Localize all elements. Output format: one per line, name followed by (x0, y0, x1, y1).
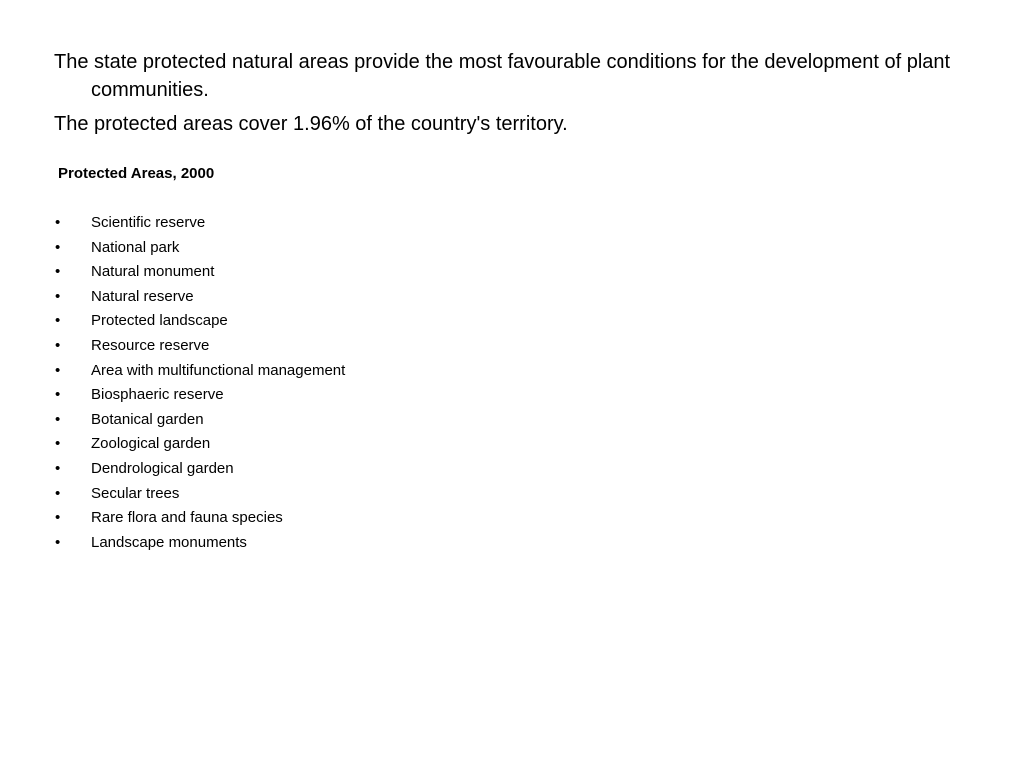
list-item-label: National park (91, 238, 180, 256)
list-item-label: Zoological garden (91, 435, 211, 453)
list-item-label: Secular trees (91, 484, 180, 502)
intro-text-block (54, 48, 954, 144)
list-item-label: Biosphaeric reserve (91, 386, 224, 404)
bullet-icon: • (55, 287, 61, 305)
protected-areas-title: Protected Areas, 2000 (58, 165, 215, 182)
list-item-label: Natural monument (91, 263, 215, 281)
bullet-icon: • (55, 312, 61, 330)
bullet-icon: • (55, 459, 61, 477)
bullet-icon: • (55, 336, 61, 354)
bullet-icon: • (55, 484, 61, 502)
bullet-icon: • (55, 361, 61, 379)
intro-paragraph: The state protected natural areas provide the most favourable conditions for the development of plant communities. (54, 51, 951, 101)
list-item-label: Resource reserve (91, 336, 210, 354)
bullet-icon: • (55, 214, 61, 231)
list-item-label: Botanical garden (91, 410, 204, 428)
list-item-label: Landscape monuments (91, 533, 247, 551)
list-item-label: Rare flora and fauna species (91, 509, 283, 527)
list-item-label: Dendrological garden (91, 459, 234, 477)
bullet-icon: • (55, 509, 61, 527)
bullet-icon: • (55, 435, 61, 453)
list-item-label: Protected landscape (91, 312, 228, 330)
bullet-icon: • (55, 386, 61, 404)
list-item-label: Area with multifunctional management (91, 361, 346, 379)
list-item-label: Natural reserve (91, 287, 194, 305)
bullet-icon: • (55, 263, 61, 281)
bullet-icon: • (55, 410, 61, 428)
coverage-paragraph: The protected areas cover 1.96% of the country's territory. (54, 113, 568, 135)
bullet-icon: • (55, 238, 61, 256)
list-item-label: Scientific reserve (91, 214, 206, 231)
bullet-icon: • (55, 533, 61, 551)
